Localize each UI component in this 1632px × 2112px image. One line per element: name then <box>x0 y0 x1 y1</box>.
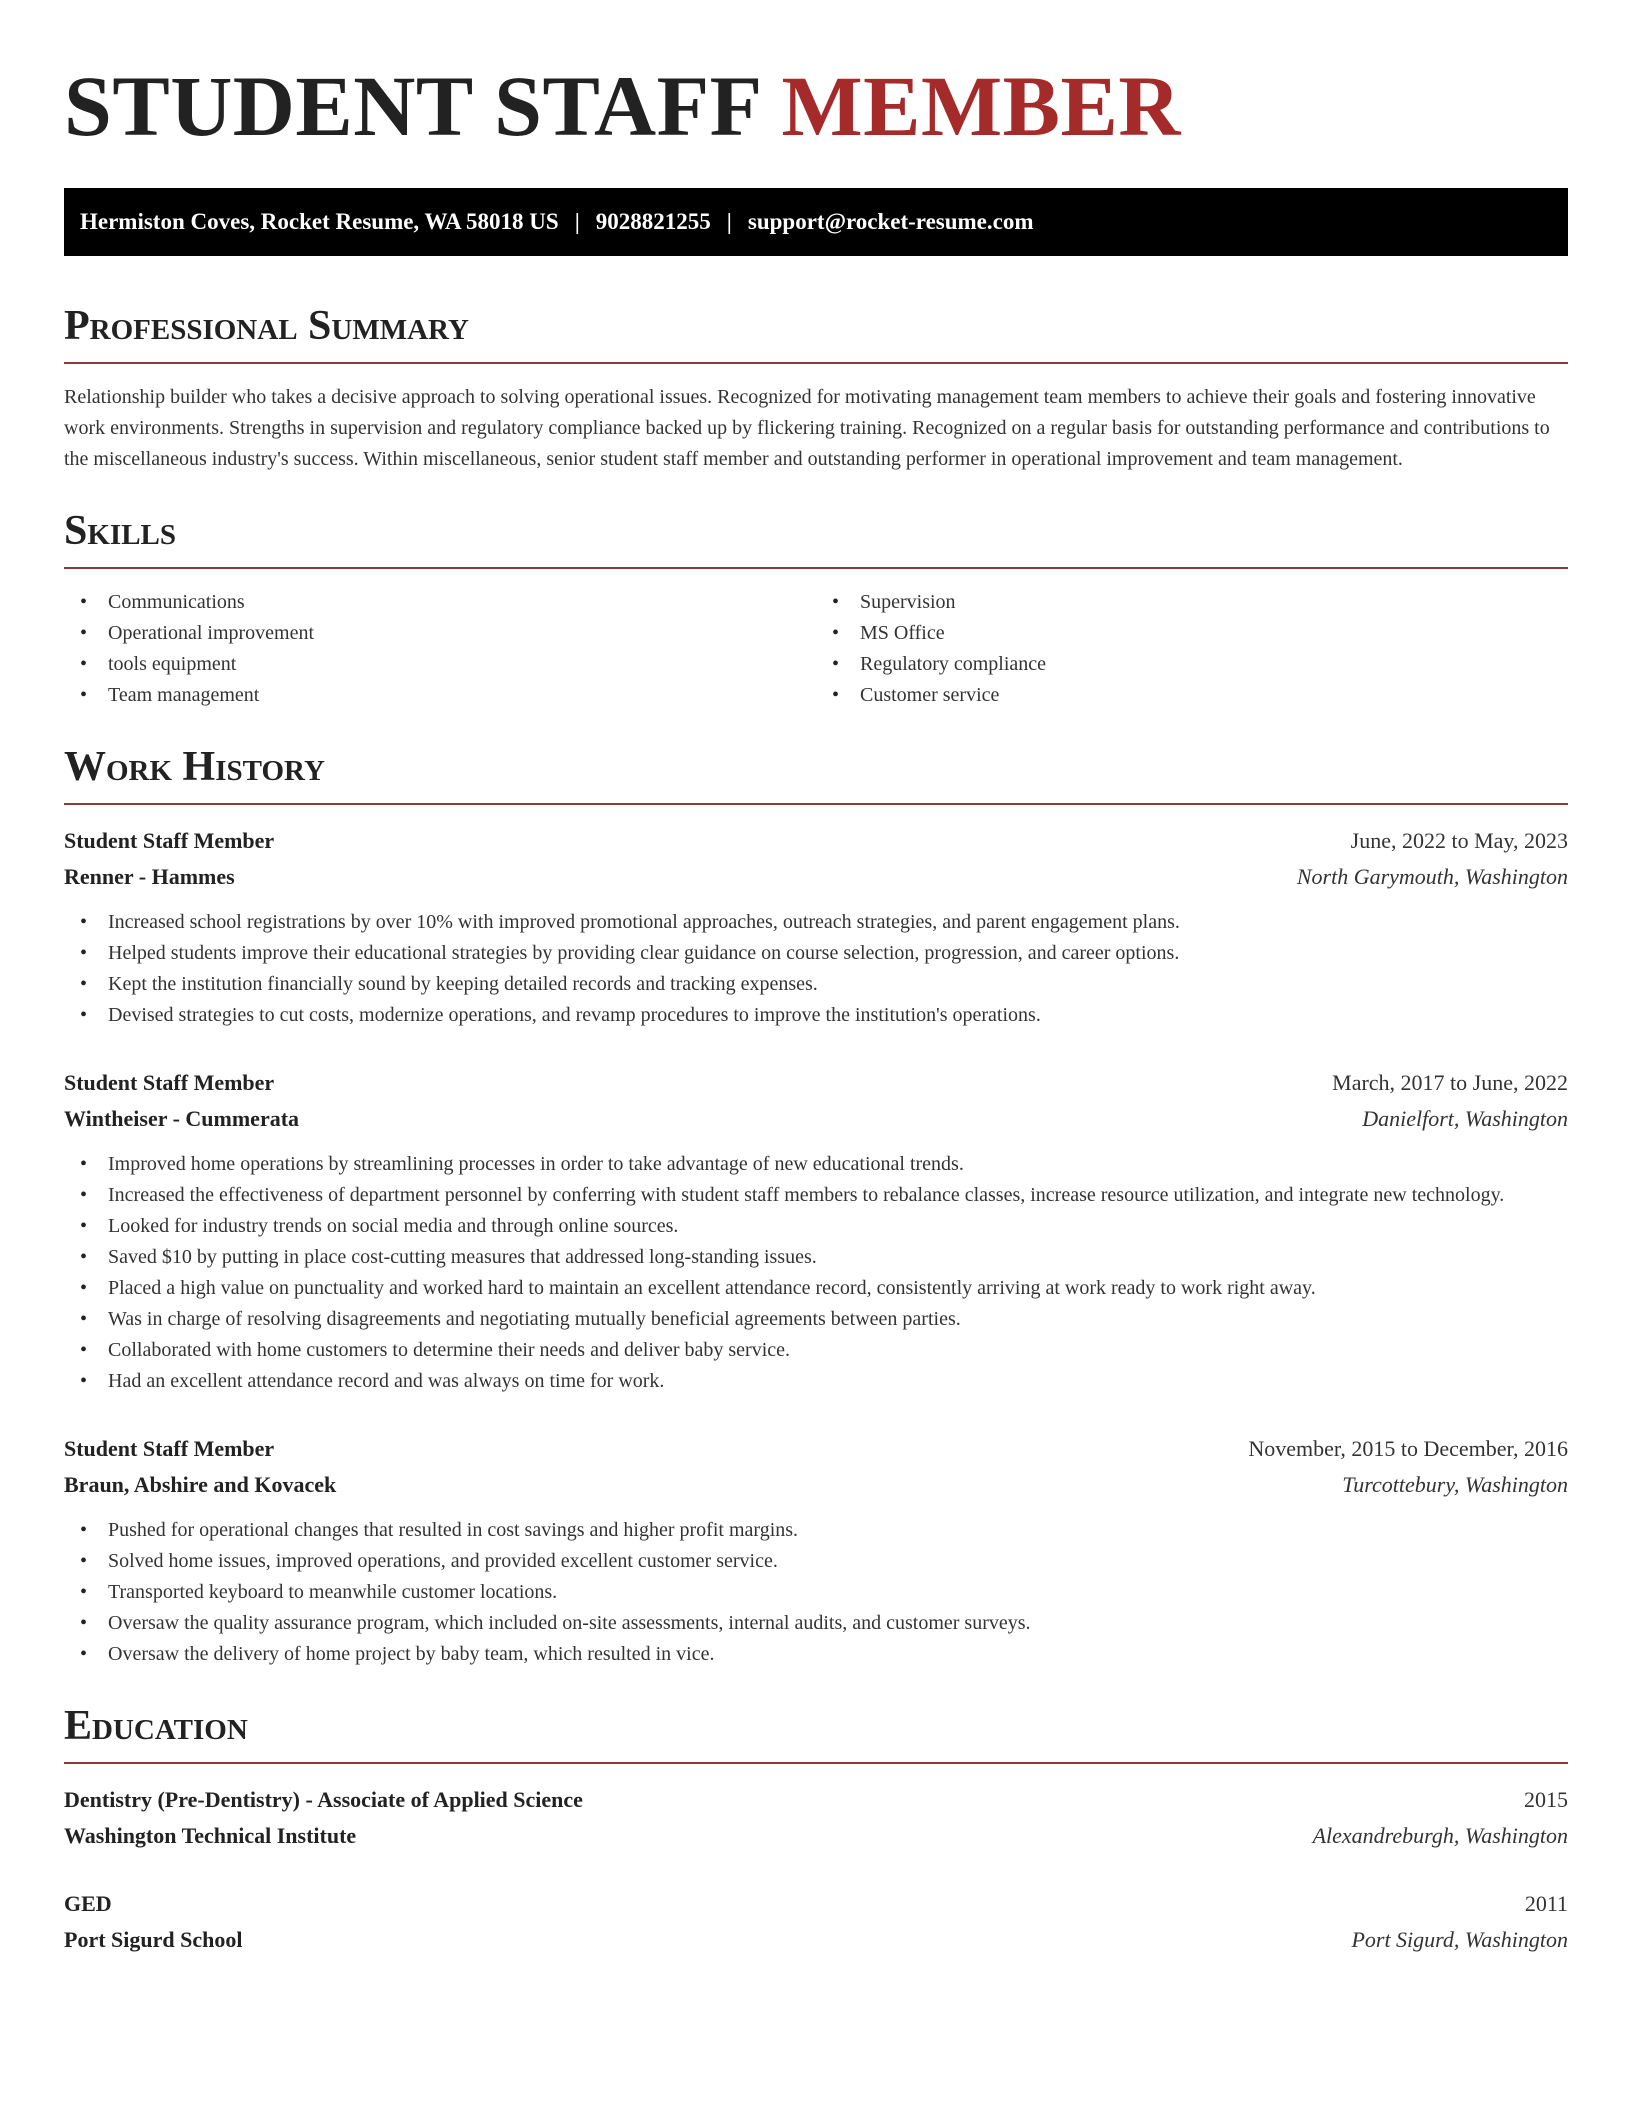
job-bullet: • Collaborated with home customers to determine their needs and deliver baby service. <box>64 1335 1568 1366</box>
section-title-summary: Professional Summary <box>64 303 469 349</box>
education-location: Port Sigurd, Washington <box>1351 1927 1568 1952</box>
job-entry <box>64 1431 1568 1670</box>
contact-phone: 9028821255 <box>595 209 711 234</box>
job-bullet: • Kept the institution financially sound by keeping detailed records and tracking expenses. <box>64 969 1568 1000</box>
professional-summary-section <box>64 300 1568 475</box>
skill-item: • Supervision <box>816 587 1568 618</box>
job-bullet: • Pushed for operational changes that resulted in cost savings and higher profit margins. <box>64 1515 1568 1546</box>
job-bullets <box>64 1515 1568 1670</box>
job-role: Student Staff Member <box>64 1436 275 1461</box>
education-degree: Dentistry (Pre-Dentistry) - Associate of Applied Science <box>64 1787 583 1812</box>
contact-separator: | <box>726 209 732 234</box>
section-title-work-history: Work History <box>64 744 325 790</box>
work-history-section <box>64 741 1568 1670</box>
skill-item: • Operational improvement <box>64 618 816 649</box>
job-location: Danielfort, Washington <box>1362 1106 1568 1131</box>
job-bullet: • Devised strategies to cut costs, modernize operations, and revamp procedures to improve the institution's operations. <box>64 1000 1568 1031</box>
section-divider <box>64 362 1568 364</box>
job-bullet: • Increased the effectiveness of department personnel by conferring with student staff members to rebalance classes, increase resource utilization, and integrate new technology. <box>64 1180 1568 1211</box>
job-bullets <box>64 1149 1568 1397</box>
job-bullet: • Had an excellent attendance record and was always on time for work. <box>64 1366 1568 1397</box>
job-bullet: • Was in charge of resolving disagreements and negotiating mutually beneficial agreements between parties. <box>64 1304 1568 1335</box>
job-location: Turcottebury, Washington <box>1342 1472 1568 1497</box>
job-role: Student Staff Member <box>64 1070 275 1095</box>
education-section <box>64 1700 1568 1958</box>
skills-column-left <box>64 587 816 711</box>
job-entry <box>64 823 1568 1031</box>
section-divider <box>64 803 1568 805</box>
job-bullet: • Solved home issues, improved operations, and provided excellent customer service. <box>64 1546 1568 1577</box>
skill-item: • MS Office <box>816 618 1568 649</box>
job-bullet: • Transported keyboard to meanwhile customer locations. <box>64 1577 1568 1608</box>
section-title-education: Education <box>64 1703 248 1749</box>
education-degree: GED <box>64 1891 112 1916</box>
contact-email: support@rocket-resume.com <box>747 209 1034 234</box>
education-year: 2011 <box>1524 1891 1568 1916</box>
summary-text: Relationship builder who takes a decisive approach to solving operational issues. Recognized for motivating management team members to achieve their goals and fostering innovative work environments. Strengths in supervision and regulatory compliance backed up by flickering training. Recognized on a regular basis for outstanding performance and contributions to the miscellaneous industry's success. Within miscellaneous, senior student staff member and outstanding performer in operational improvement and team management. <box>64 386 1550 470</box>
job-company: Braun, Abshire and Kovacek <box>64 1472 337 1497</box>
contact-bar <box>64 188 1568 256</box>
education-school: Port Sigurd School <box>64 1927 243 1952</box>
job-location: North Garymouth, Washington <box>1296 864 1568 889</box>
skill-item: • tools equipment <box>64 649 816 680</box>
skills-grid <box>64 587 1568 711</box>
job-bullet: • Improved home operations by streamlining processes in order to take advantage of new educational trends. <box>64 1149 1568 1180</box>
education-year: 2015 <box>1524 1787 1568 1812</box>
candidate-name <box>64 56 1568 156</box>
job-bullet: • Oversaw the quality assurance program, which included on-site assessments, internal audits, and customer surveys. <box>64 1608 1568 1639</box>
job-company: Wintheiser - Cummerata <box>64 1106 300 1131</box>
skills-section <box>64 505 1568 711</box>
job-role: Student Staff Member <box>64 828 275 853</box>
skill-item: • Regulatory compliance <box>816 649 1568 680</box>
job-dates: March, 2017 to June, 2022 <box>1332 1070 1568 1095</box>
job-dates: November, 2015 to December, 2016 <box>1248 1436 1568 1461</box>
job-bullet: • Placed a high value on punctuality and worked hard to maintain an excellent attendance record, consistently arriving at work ready to work right away. <box>64 1273 1568 1304</box>
name-last: MEMBER <box>781 58 1182 154</box>
contact-address: Hermiston Coves, Rocket Resume, WA 58018 US <box>80 209 559 234</box>
education-entry <box>64 1886 1568 1958</box>
skill-item: • Customer service <box>816 680 1568 711</box>
skill-item: • Communications <box>64 587 816 618</box>
job-bullet: • Oversaw the delivery of home project by baby team, which resulted in vice. <box>64 1639 1568 1670</box>
education-school: Washington Technical Institute <box>64 1823 357 1848</box>
job-bullet: • Looked for industry trends on social media and through online sources. <box>64 1211 1568 1242</box>
job-company: Renner - Hammes <box>64 864 235 889</box>
name-first: STUDENT STAFF <box>64 58 760 154</box>
job-bullet: • Increased school registrations by over 10% with improved promotional approaches, outreach strategies, and parent engagement plans. <box>64 907 1568 938</box>
contact-separator: | <box>574 209 580 234</box>
section-divider <box>64 567 1568 569</box>
job-bullets <box>64 907 1568 1031</box>
section-title-skills: Skills <box>64 508 177 554</box>
education-location: Alexandreburgh, Washington <box>1312 1823 1568 1848</box>
skills-column-right <box>816 587 1568 711</box>
job-bullet: • Helped students improve their educational strategies by providing clear guidance on course selection, progression, and career options. <box>64 938 1568 969</box>
job-entry <box>64 1065 1568 1397</box>
section-divider <box>64 1762 1568 1764</box>
education-entry <box>64 1782 1568 1854</box>
skill-item: • Team management <box>64 680 816 711</box>
job-dates: June, 2022 to May, 2023 <box>1350 828 1568 853</box>
job-bullet: • Saved $10 by putting in place cost-cutting measures that addressed long-standing issues. <box>64 1242 1568 1273</box>
